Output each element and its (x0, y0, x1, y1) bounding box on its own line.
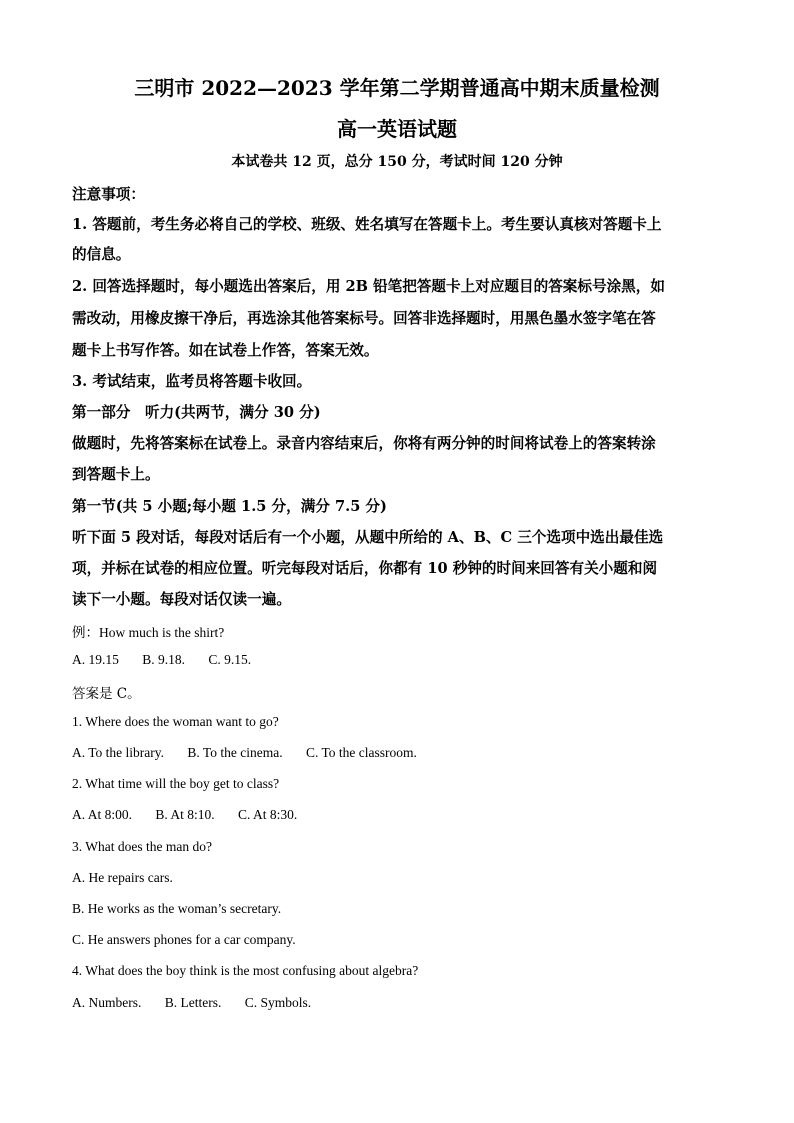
section1-instruction: 读下一小题。每段对话仅读一遍。 (72, 591, 291, 608)
example-options (72, 652, 722, 668)
notice-line: 的信息。 (72, 246, 131, 263)
example-question: 例：How much is the shirt? (72, 625, 225, 640)
notice-line: 2. 回答选择题时，每小题选出答案后，用 2B 铅笔把答题卡上对应题目的答案标号涂黑，如 (72, 278, 665, 295)
option-a: A. He repairs cars. (72, 870, 173, 885)
notice-line: 题卡上书写作答。如在试卷上作答，答案无效。 (72, 342, 379, 359)
option-b: B. To the cinema. (187, 745, 283, 760)
question-stem: 2. What time will the boy get to class? (72, 776, 280, 791)
option-b: B. Letters. (164, 995, 222, 1010)
question-options (72, 995, 722, 1011)
part1-heading: 第一部分 听力(共两节，满分 30 分) (72, 404, 321, 421)
option-c: C. Symbols. (244, 995, 312, 1010)
option-c: C. 9.15. (208, 652, 252, 667)
question-options (72, 807, 722, 823)
exam-info: 本试卷共 12 页，总分 150 分，考试时间 120 分钟 (231, 154, 563, 170)
option-a: A. 19.15 (72, 652, 119, 667)
section1-instruction: 听下面 5 段对话，每段对话后有一个小题，从题中所给的 A、B、C 三个选项中选出最佳选 (72, 529, 664, 546)
option-c: C. To the classroom. (305, 745, 417, 760)
part1-instruction: 到答题卡上。 (72, 466, 160, 483)
option-a: A. At 8:00. (72, 807, 133, 822)
section1-instruction: 项，并标在试卷的相应位置。听完每段对话后，你都有 10 秒钟的时间来回答有关小题和阅 (72, 560, 658, 577)
example-answer: 答案是 C。 (72, 686, 141, 702)
option-c: C. He answers phones for a car company. (72, 932, 296, 947)
question-stem: 1. Where does the woman want to go? (72, 714, 279, 729)
option-b: B. At 8:10. (155, 807, 215, 822)
notice-heading: 注意事项： (72, 186, 145, 203)
option-a: A. Numbers. (72, 995, 142, 1010)
option-b: B. 9.18. (142, 652, 186, 667)
exam-title: 三明市 2022—2023 学年第二学期普通高中期末质量检测 (134, 76, 660, 100)
option-c: C. At 8:30. (238, 807, 298, 822)
option-a: A. To the library. (72, 745, 165, 760)
exam-subtitle: 高一英语试题 (337, 117, 457, 141)
section1-heading: 第一节(共 5 小题;每小题 1.5 分，满分 7.5 分) (72, 498, 387, 515)
notice-line: 需改动，用橡皮擦干净后，再选涂其他答案标号。回答非选择题时，用黑色墨水签字笔在答 (72, 310, 656, 327)
part1-instruction: 做题时，先将答案标在试卷上。录音内容结束后，你将有两分钟的时间将试卷上的答案转涂 (72, 435, 656, 452)
notice-line: 1. 答题前，考生务必将自己的学校、班级、姓名填写在答题卡上。考生要认真核对答题卡上 (72, 216, 662, 233)
question-stem: 4. What does the boy think is the most confusing about algebra? (72, 963, 419, 978)
question-stem: 3. What does the man do? (72, 839, 212, 854)
notice-line: 3. 考试结束，监考员将答题卡收回。 (72, 373, 312, 390)
option-b: B. He works as the woman’s secretary. (72, 901, 282, 916)
question-options (72, 745, 722, 761)
